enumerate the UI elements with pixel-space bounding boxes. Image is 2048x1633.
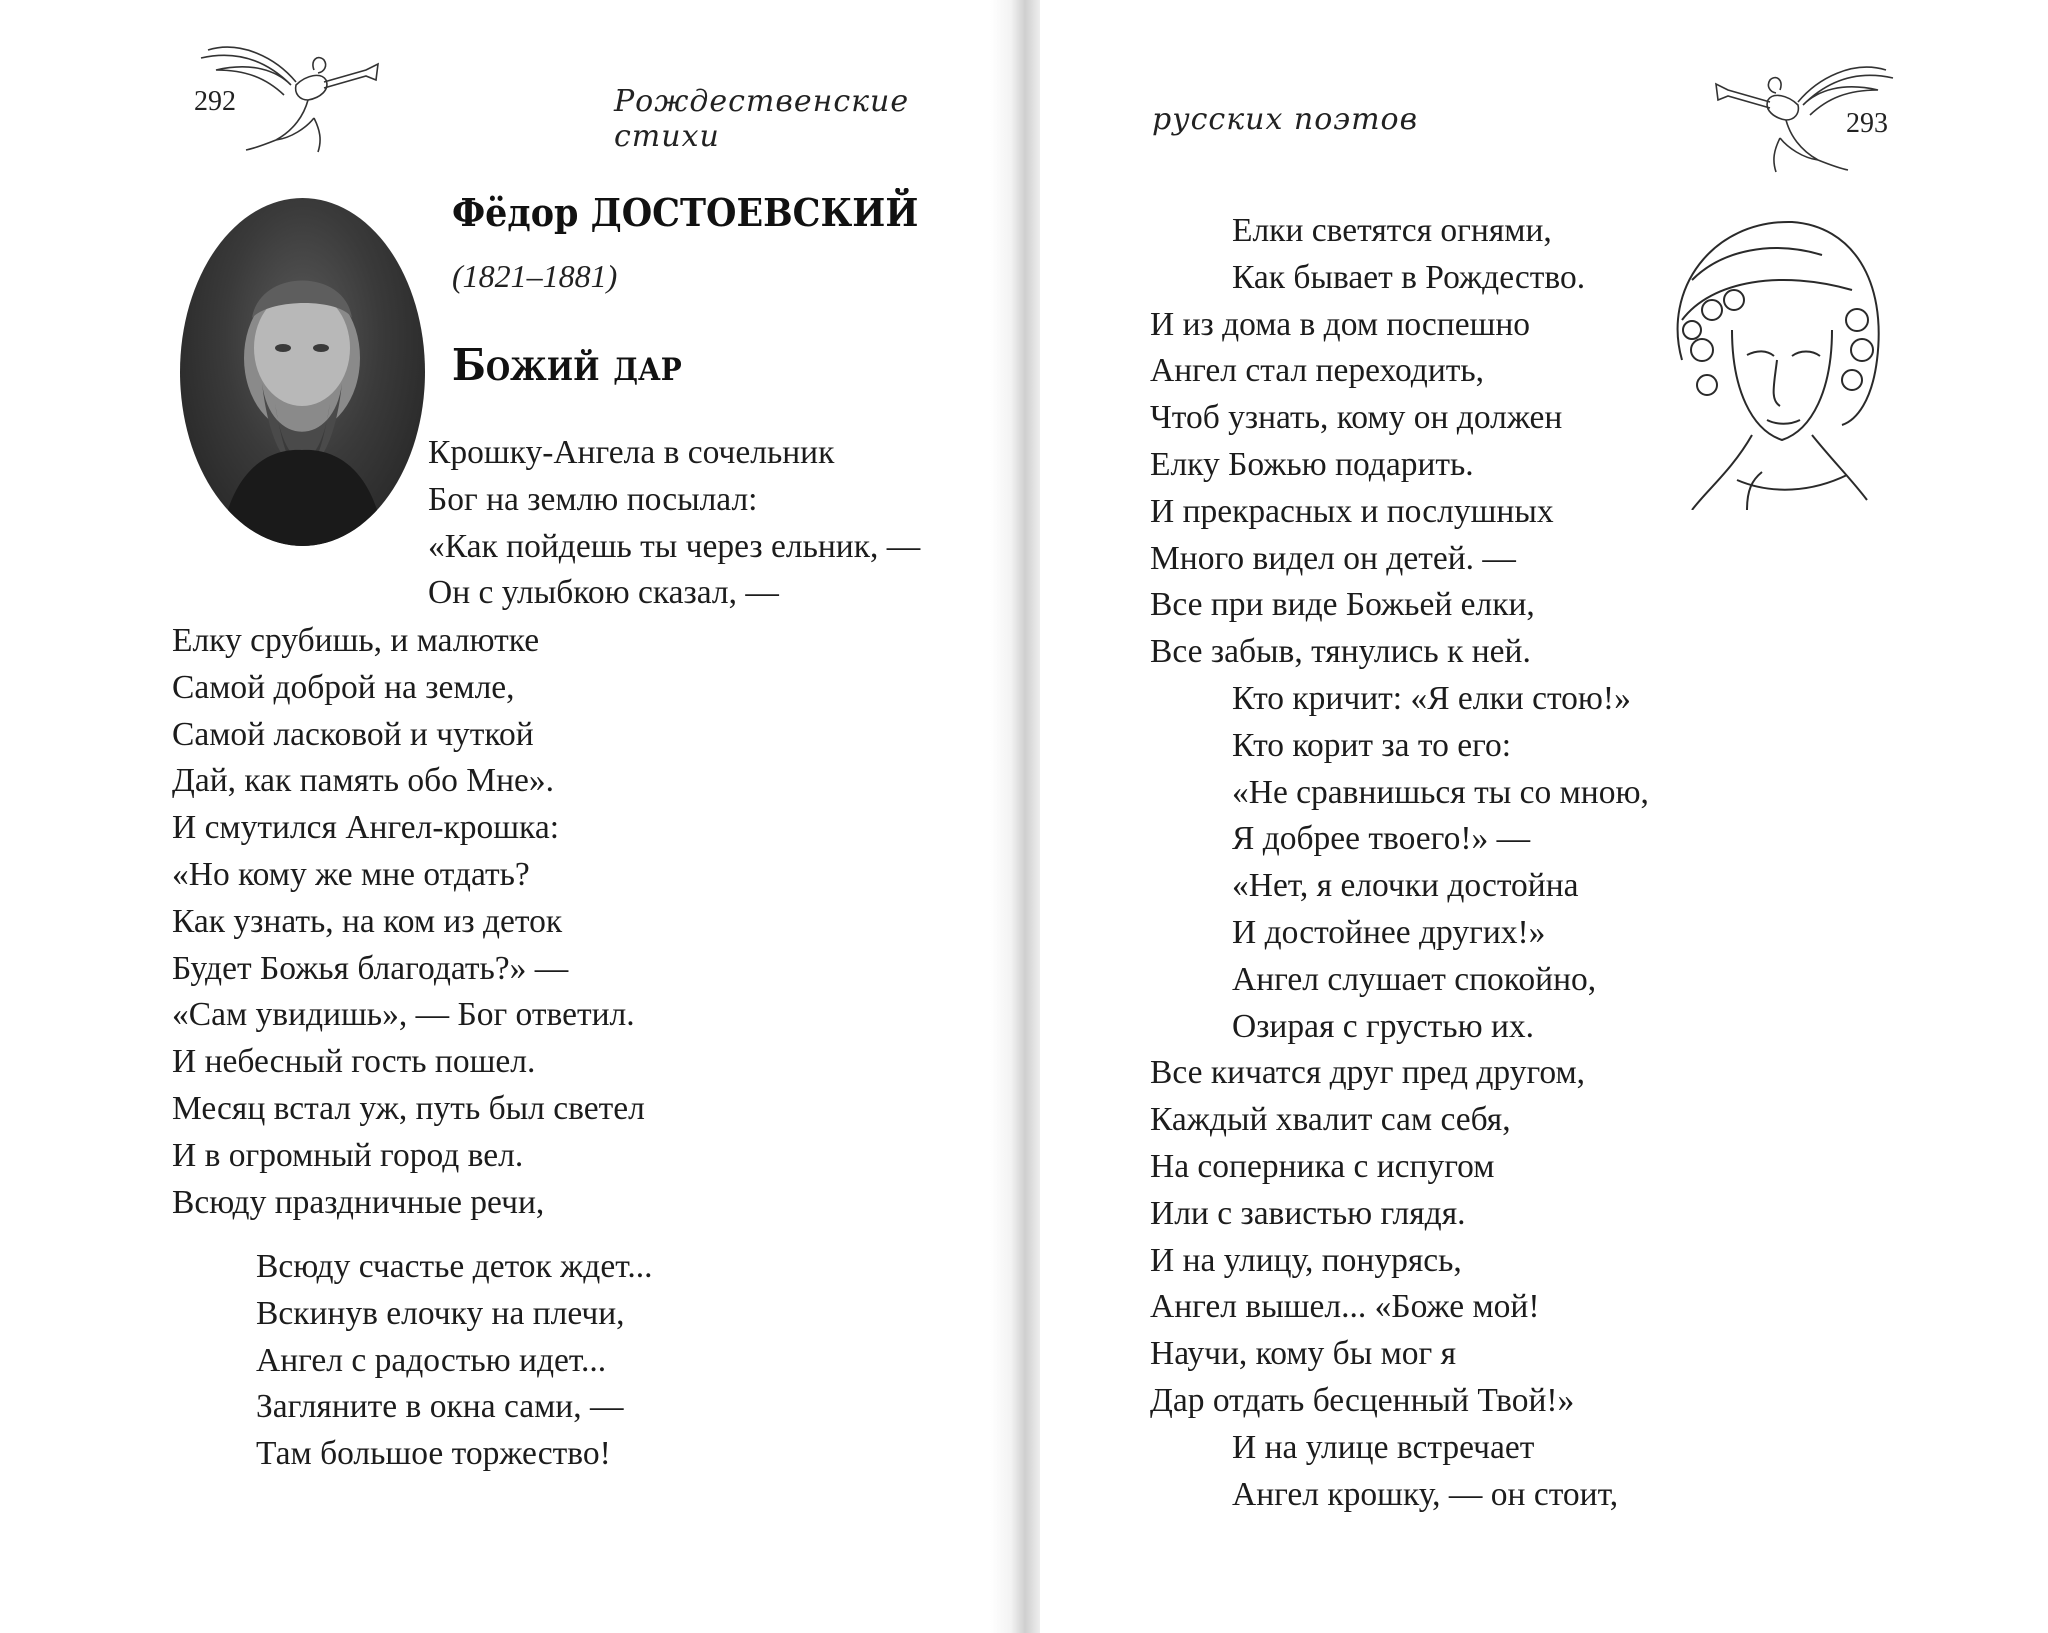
verse-line: Ангел стал переходить, bbox=[1150, 352, 1485, 390]
author-portrait bbox=[180, 198, 425, 546]
running-head: русских поэтов bbox=[1152, 102, 1419, 137]
verse-line: Самой ласковой и чуткой bbox=[172, 715, 534, 753]
verse-line: Бог на землю посылал: bbox=[428, 480, 758, 518]
verse-right bbox=[1150, 208, 1649, 1518]
verse-line: Озирая с грустью их. bbox=[1232, 1007, 1535, 1045]
verse-line: И смутился Ангел-крошка: bbox=[172, 809, 560, 847]
verse-line: Там большое торжество! bbox=[256, 1435, 611, 1473]
verse-line: Елку срубишь, и малютке bbox=[172, 622, 540, 659]
verse-line: Много видел он детей. — bbox=[1150, 539, 1516, 577]
page-number: 293 bbox=[1846, 108, 1888, 139]
verse-line: Вскинув елочку на плечи, bbox=[256, 1294, 625, 1332]
verse-line: «Не сравнишься ты со мною, bbox=[1232, 773, 1649, 811]
left-page bbox=[0, 0, 1010, 1633]
verse-line: Он с улыбкою сказал, — bbox=[428, 574, 779, 612]
verse-line: Ангел вышел... «Боже мой! bbox=[1150, 1288, 1540, 1326]
right-page bbox=[1040, 0, 2048, 1633]
verse-line: И достойнее других!» bbox=[1232, 913, 1546, 951]
verse-line: Кто корит за то его: bbox=[1232, 726, 1512, 764]
verse-main bbox=[172, 618, 645, 1226]
verse-line: И из дома в дом поспешно bbox=[1150, 305, 1531, 343]
verse-line: Кто кричит: «Я елки стою!» bbox=[1232, 679, 1631, 717]
verse-line: «Нет, я елочки достойна bbox=[1232, 867, 1579, 905]
verse-line: Ангел крошку, — он стоит, bbox=[1232, 1475, 1619, 1513]
verse-line: И на улице встречает bbox=[1232, 1428, 1535, 1466]
verse-line: Крошку-Ангела в сочельник bbox=[428, 434, 835, 471]
verse-line: Елки светятся огнями, bbox=[1232, 212, 1552, 249]
trumpet-angel-icon bbox=[1708, 60, 1898, 180]
verse-line: И в огромный город вел. bbox=[172, 1136, 524, 1174]
verse-line: «Но кому же мне отдать? bbox=[172, 855, 530, 893]
verse-line: Все забыв, тянулись к ней. bbox=[1150, 633, 1531, 671]
verse-line: И на улицу, понурясь, bbox=[1150, 1241, 1462, 1279]
verse-line: «Как пойдешь ты через ельник, — bbox=[428, 527, 921, 565]
page-number: 292 bbox=[194, 86, 236, 117]
verse-line: Дай, как память обо Мне». bbox=[172, 762, 555, 800]
verse-line: «Сам увидишь», — Бог ответил. bbox=[172, 996, 635, 1034]
verse-line: Каждый хвалит сам себя, bbox=[1150, 1101, 1511, 1139]
verse-line: Как узнать, на ком из деток bbox=[172, 902, 563, 940]
verse-line: Все кичатся друг пред другом, bbox=[1150, 1054, 1586, 1092]
verse-intro bbox=[428, 430, 920, 617]
verse-indented bbox=[256, 1244, 652, 1478]
verse-line: На соперника с испугом bbox=[1150, 1147, 1495, 1185]
verse-line: И прекрасных и послушных bbox=[1150, 492, 1554, 530]
verse-line: Как бывает в Рождество. bbox=[1232, 258, 1586, 296]
verse-line: Все при виде Божьей елки, bbox=[1150, 586, 1535, 624]
author-years: (1821–1881) bbox=[452, 258, 618, 294]
verse-line: Научи, кому бы мог я bbox=[1150, 1335, 1457, 1373]
verse-line: Будет Божья благодать?» — bbox=[172, 949, 569, 987]
verse-line: Месяц встал уж, путь был светел bbox=[172, 1089, 645, 1127]
verse-line: И небесный гость пошел. bbox=[172, 1043, 536, 1081]
verse-line: Дар отдать бесценный Твой!» bbox=[1150, 1381, 1575, 1419]
author-name: Фёдор ДОСТОЕВСКИЙ bbox=[452, 190, 919, 235]
verse-line: Ангел с радостью идет... bbox=[256, 1341, 607, 1379]
verse-line: Ангел слушает спокойно, bbox=[1232, 960, 1597, 998]
verse-line: Чтоб узнать, кому он должен bbox=[1150, 399, 1563, 437]
poem-title: Божий дар bbox=[452, 340, 682, 391]
running-head: Рождественские стихи bbox=[614, 84, 910, 154]
verse-line: Самой доброй на земле, bbox=[172, 668, 515, 706]
verse-line: Елку Божью подарить. bbox=[1150, 445, 1474, 483]
verse-line: Я добрее твоего!» — bbox=[1232, 820, 1531, 858]
verse-line: Или с завистью глядя. bbox=[1150, 1194, 1466, 1232]
angel-icon-sketch bbox=[1652, 210, 1892, 510]
verse-line: Загляните в окна сами, — bbox=[256, 1388, 624, 1426]
verse-line: Всюду счастье деток ждет... bbox=[256, 1248, 653, 1285]
verse-line: Всюду праздничные речи, bbox=[172, 1183, 545, 1221]
